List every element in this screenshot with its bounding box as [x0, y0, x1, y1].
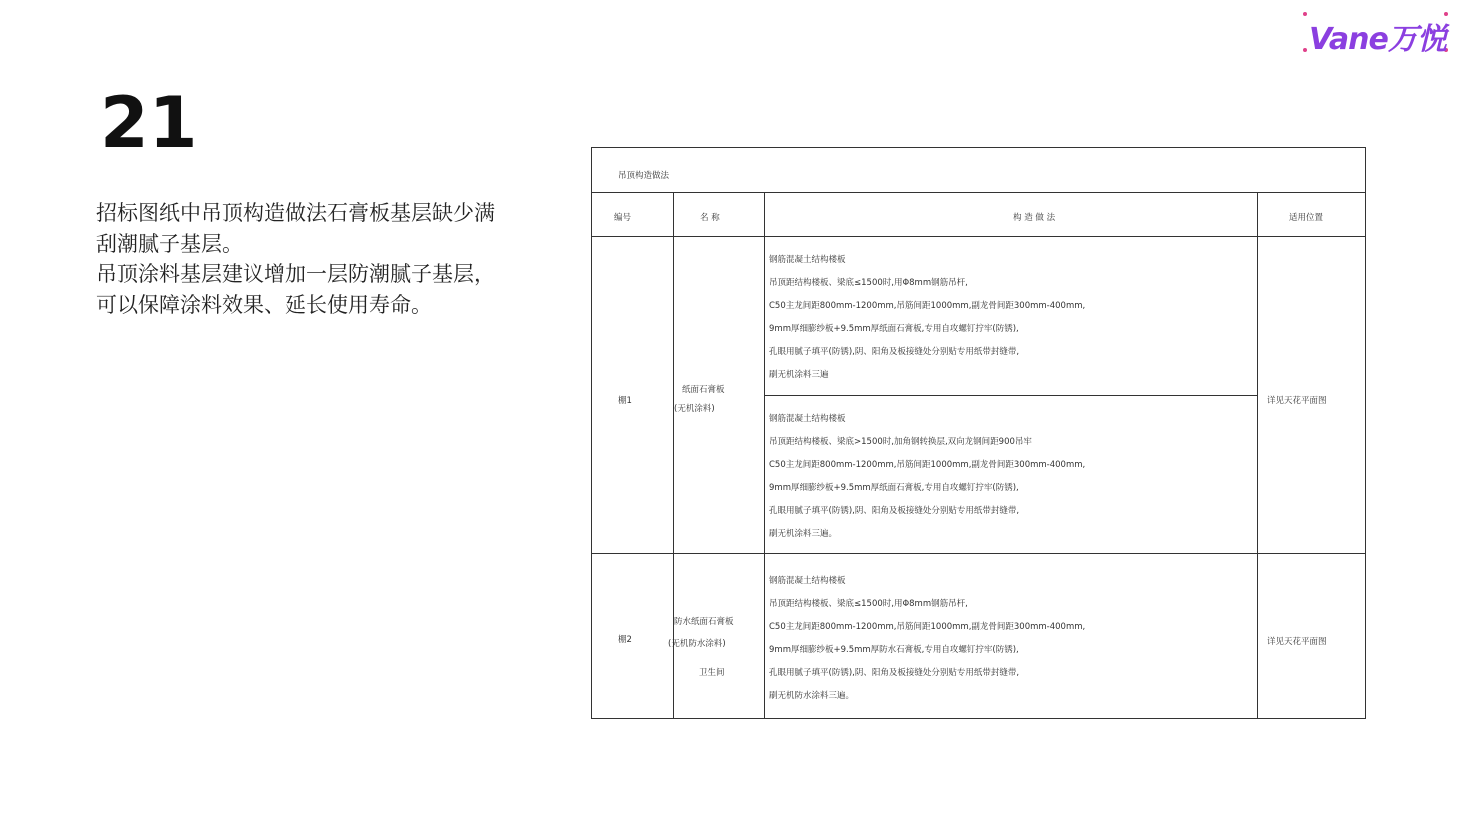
method-line: 吊顶距结构楼板、梁底>1500时,加角钢转换层,双向龙钢间距900吊牢	[769, 437, 1032, 447]
table-rule	[764, 192, 765, 718]
logo-text: Vane万悦	[1309, 22, 1446, 57]
ceiling-construction-table	[591, 147, 1366, 719]
row-code: 棚2	[618, 635, 632, 645]
row-name: 纸面石膏板	[682, 385, 725, 395]
row-name: 防水纸面石膏板	[674, 617, 734, 627]
method-line: 吊顶距结构楼板、梁底≤1500时,用Φ8mm钢筋吊杆,	[769, 278, 968, 288]
method-line: 9mm厚细膨纱板+9.5mm厚纸面石膏板,专用自攻螺钉拧牢(防锈),	[769, 483, 1019, 493]
description-paragraph: 招标图纸中吊顶构造做法石膏板基层缺少满刮潮腻子基层。	[96, 201, 495, 256]
row-location: 详见天花平面图	[1267, 637, 1327, 647]
method-line: 孔眼用腻子填平(防锈),阴、阳角及板接缝处分别贴专用纸带封缝带,	[769, 506, 1020, 516]
vane-logo	[1303, 12, 1449, 57]
method-line: 钢筋混凝土结构楼板	[769, 255, 846, 265]
description	[96, 198, 496, 320]
table-rule	[1257, 192, 1258, 718]
method-block	[769, 408, 1085, 546]
header-method: 构 造 做 法	[1013, 213, 1056, 223]
method-line: 刷无机涂料三遍。	[769, 529, 838, 539]
method-line: 刷无机涂料三遍	[769, 370, 829, 380]
method-line: 刷无机防水涂料三遍。	[769, 691, 855, 701]
method-line: 孔眼用腻子填平(防锈),阴、阳角及板接缝处分别贴专用纸带封缝带,	[769, 347, 1020, 357]
table-title: 吊顶构造做法	[618, 171, 670, 181]
method-line: 吊顶距结构楼板、梁底≤1500时,用Φ8mm钢筋吊杆,	[769, 599, 968, 609]
description-paragraph: 吊顶涂料基层建议增加一层防潮腻子基层，可以保障涂料效果、延长使用寿命。	[96, 262, 495, 317]
method-line: 9mm厚细膨纱板+9.5mm厚防水石膏板,专用自攻螺钉拧牢(防锈),	[769, 645, 1019, 655]
header-location: 适用位置	[1289, 213, 1324, 223]
row-name: 卫生间	[699, 668, 725, 678]
method-line: 钢筋混凝土结构楼板	[769, 576, 846, 586]
table-rule	[592, 192, 1365, 193]
method-line: C50主龙间距800mm-1200mm,吊筋间距1000mm,副龙骨间距300mm-400mm,	[769, 460, 1086, 470]
method-line: C50主龙间距800mm-1200mm,吊筋间距1000mm,副龙骨间距300mm-400mm,	[769, 301, 1086, 311]
method-block	[769, 249, 1085, 387]
logo-corner-dot	[1303, 12, 1307, 16]
method-block	[769, 570, 1085, 708]
method-line: C50主龙间距800mm-1200mm,吊筋间距1000mm,副龙骨间距300mm-400mm,	[769, 622, 1086, 632]
row-name: (无机防水涂料)	[668, 639, 726, 649]
method-line: 9mm厚细膨纱板+9.5mm厚纸面石膏板,专用自攻螺钉拧牢(防锈),	[769, 324, 1019, 334]
table-rule	[765, 395, 1257, 396]
header-name: 名 称	[700, 213, 720, 223]
table-rule	[592, 553, 1365, 554]
page-number: 21	[100, 82, 198, 164]
row-location: 详见天花平面图	[1267, 396, 1327, 406]
method-line: 钢筋混凝土结构楼板	[769, 414, 846, 424]
method-line: 孔眼用腻子填平(防锈),阴、阳角及板接缝处分别贴专用纸带封缝带,	[769, 668, 1020, 678]
logo-corner-dot	[1303, 48, 1307, 52]
row-code: 棚1	[618, 396, 632, 406]
row-name: (无机涂料)	[674, 404, 715, 414]
header-code: 编号	[614, 213, 632, 223]
table-rule	[592, 236, 1365, 237]
